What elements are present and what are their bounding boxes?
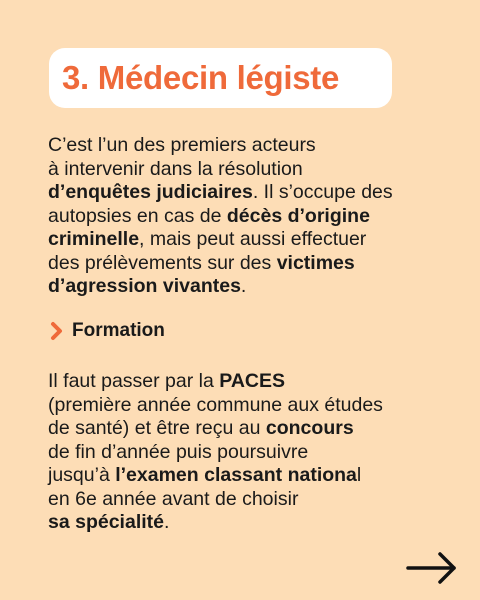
text-run: autopsies en cas de [48,204,227,227]
bold-text-run: concours [265,417,354,439]
text-run: de santé) et être reçu au [48,417,266,439]
section-label: Formation [72,320,165,341]
text-run: Il faut passer par la [48,370,220,392]
text-run: à intervenir dans la résolution [48,157,303,180]
page-title: 3. Médecin légiste [62,59,340,96]
bold-text-run: d’enquêtes judiciaires [48,181,253,203]
bold-text-run: décès d’origine [226,204,370,227]
text-run: . [240,275,247,297]
bold-text-run: l’examen classant nationa [115,464,357,486]
bold-text-run: sa spécialité [48,511,164,533]
text-run: (première année commune aux études [48,393,383,416]
text-run: . Il s’occupe des [252,181,393,203]
formation-paragraph [48,370,463,535]
text-run: de fin d’année puis poursuivre [48,440,309,463]
bold-text-run: criminelle [48,228,140,250]
text-run: des prélèvements sur des [48,251,277,274]
intro-paragraph [48,134,463,299]
text-run: en 6e année avant de choisir [48,487,299,510]
text-run: . [164,511,170,533]
bold-text-run: d’agression vivantes [48,275,241,297]
title-card [49,48,392,108]
text-run: C’est l’un des premiers acteurs [48,134,316,156]
text-run: , mais peut aussi effectuer [139,228,367,250]
section-heading [50,320,165,342]
chevron-right-icon [50,321,64,341]
text-run: jusqu’à [48,464,116,486]
bold-text-run: victimes [276,251,355,274]
bold-text-run: PACES [219,370,286,392]
arrow-right-icon[interactable] [404,548,460,588]
text-run: l [356,464,362,486]
